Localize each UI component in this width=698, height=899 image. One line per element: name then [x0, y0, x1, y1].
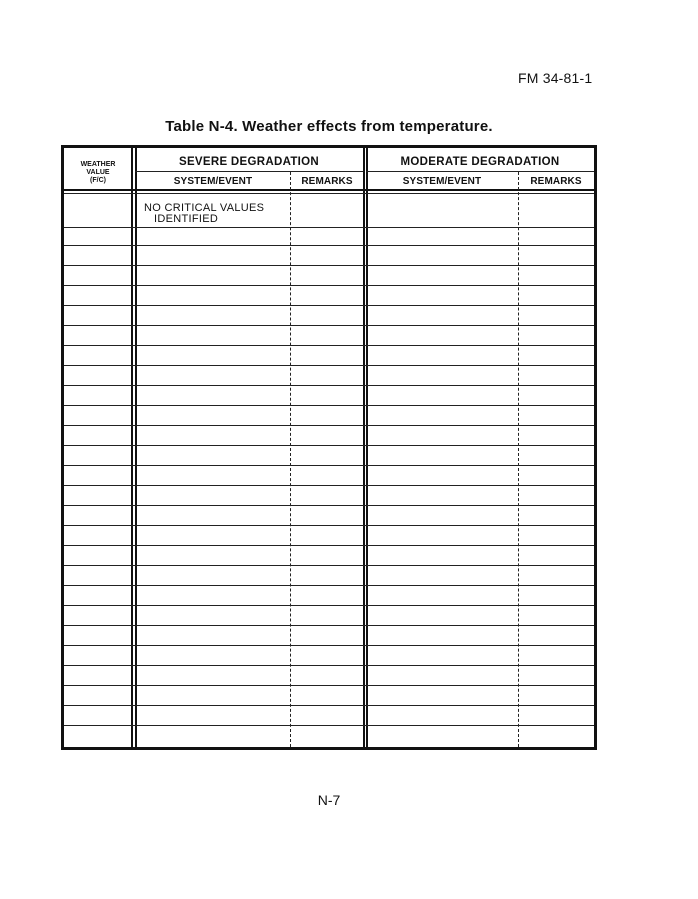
weather-header-line2: VALUE — [86, 169, 110, 176]
first-entry-line2: IDENTIFIED — [154, 213, 219, 225]
weather-value-header — [64, 161, 132, 185]
moderate-degradation-header: MODERATE DEGRADATION — [400, 156, 560, 168]
row-rule — [64, 565, 594, 566]
row-rule — [64, 485, 594, 486]
row-rule — [64, 725, 594, 726]
page-number: N-7 — [317, 792, 341, 808]
first-entry-line1: NO CRITICAL VALUES — [144, 202, 265, 214]
weather-header-line3: (F/C) — [90, 177, 106, 184]
row-rule — [64, 305, 594, 306]
row-rule — [64, 285, 594, 286]
row-rule — [64, 265, 594, 266]
moderate-remarks-divider — [518, 172, 519, 747]
document-id: FM 34-81-1 — [518, 70, 593, 86]
row-rule — [64, 545, 594, 546]
row-rule — [64, 465, 594, 466]
severe-remarks-header: REMARKS — [301, 176, 353, 187]
row-rule — [64, 365, 594, 366]
table-title: Table N-4. Weather effects from temperature. — [165, 118, 493, 135]
row-rule — [64, 227, 594, 228]
group-divider — [363, 148, 365, 747]
row-rule — [64, 645, 594, 646]
group-divider-inner — [366, 148, 368, 747]
row-rule — [64, 325, 594, 326]
moderate-system-event-header: SYSTEM/EVENT — [402, 176, 482, 187]
row-rule — [64, 385, 594, 386]
group-header-rule-moderate — [366, 171, 594, 172]
first-entry-text — [144, 203, 264, 225]
row-rule — [64, 525, 594, 526]
row-rule — [64, 245, 594, 246]
row-rule — [64, 685, 594, 686]
severe-remarks-divider — [290, 172, 291, 747]
severe-system-event-header: SYSTEM/EVENT — [173, 176, 253, 187]
row-rule — [64, 705, 594, 706]
group-header-rule-severe — [135, 171, 363, 172]
row-rule — [64, 585, 594, 586]
weather-effects-table — [61, 145, 597, 750]
header-bottom-rule — [64, 189, 594, 191]
weather-column-divider — [131, 148, 133, 747]
row-rule — [64, 425, 594, 426]
severe-degradation-header: SEVERE DEGRADATION — [178, 156, 319, 168]
row-rule — [64, 405, 594, 406]
row-rule — [64, 445, 594, 446]
weather-column-divider-inner — [135, 148, 137, 747]
row-rule — [64, 345, 594, 346]
row-rule — [64, 605, 594, 606]
moderate-remarks-header: REMARKS — [530, 176, 582, 187]
weather-header-line1: WEATHER — [80, 161, 116, 168]
row-rule — [64, 665, 594, 666]
header-bottom-rule-secondary — [64, 193, 594, 194]
row-rule — [64, 625, 594, 626]
row-rule — [64, 505, 594, 506]
